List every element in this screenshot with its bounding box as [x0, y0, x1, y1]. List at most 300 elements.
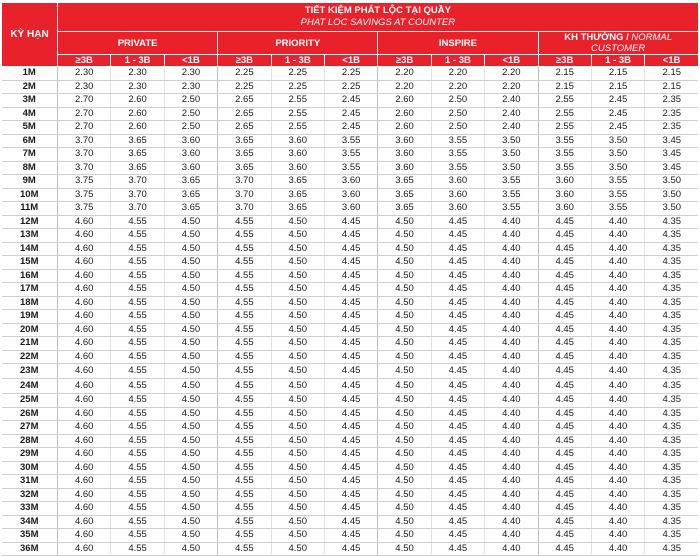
rate-cell: 4.35 — [645, 488, 698, 502]
table-row — [2, 310, 699, 324]
rate-cell: 4.60 — [58, 323, 111, 337]
rate-cell: 4.45 — [431, 337, 484, 351]
table-row — [2, 337, 699, 351]
rate-cell: 4.40 — [591, 283, 644, 297]
rate-cell: 4.40 — [485, 242, 538, 256]
rate-cell: 3.50 — [645, 202, 698, 216]
rate-cell: 4.45 — [324, 337, 377, 351]
rate-cell: 3.50 — [485, 148, 538, 162]
table-row — [2, 202, 699, 216]
rate-cell: 4.60 — [58, 379, 111, 394]
rate-cell: 3.60 — [538, 175, 591, 189]
rate-cell: 4.50 — [271, 337, 324, 351]
rate-cell: 4.50 — [378, 421, 431, 435]
rate-cell: 4.45 — [538, 242, 591, 256]
rate-cell: 4.45 — [324, 475, 377, 489]
rate-cell: 4.40 — [485, 542, 538, 556]
table-row — [2, 80, 699, 94]
rate-cell: 4.50 — [378, 434, 431, 448]
rate-cell: 2.60 — [111, 121, 164, 135]
rate-cell: 4.60 — [58, 407, 111, 421]
term-cell: 3M — [2, 94, 58, 108]
rate-cell: 4.55 — [111, 529, 164, 543]
rate-cell: 4.45 — [538, 310, 591, 324]
rate-cell: 4.40 — [485, 283, 538, 297]
rate-cell: 3.65 — [164, 202, 217, 216]
rate-cell: 3.55 — [324, 134, 377, 148]
rate-cell: 4.50 — [164, 448, 217, 462]
rate-cell: 4.55 — [111, 310, 164, 324]
rate-cell: 4.55 — [218, 434, 271, 448]
table-row — [2, 502, 699, 516]
term-cell: 24M — [2, 379, 58, 394]
rate-cell: 4.40 — [485, 323, 538, 337]
rate-cell: 4.60 — [58, 350, 111, 364]
rate-cell: 4.55 — [218, 448, 271, 462]
rate-cell: 4.55 — [111, 434, 164, 448]
rate-cell: 4.50 — [164, 256, 217, 270]
rate-cell: 3.55 — [431, 161, 484, 175]
rate-cell: 2.45 — [591, 94, 644, 108]
rate-cell: 3.55 — [538, 161, 591, 175]
rate-cell: 4.40 — [591, 461, 644, 475]
table-row — [2, 323, 699, 337]
rate-cell: 4.50 — [378, 515, 431, 529]
rate-cell: 4.55 — [111, 379, 164, 394]
rate-cell: 4.50 — [164, 323, 217, 337]
rate-cell: 4.45 — [431, 488, 484, 502]
rate-cell: 3.55 — [538, 148, 591, 162]
rate-cell: 2.35 — [645, 107, 698, 121]
rate-cell: 3.55 — [591, 175, 644, 189]
rate-cell: 4.40 — [591, 350, 644, 364]
rate-cell: 2.55 — [271, 121, 324, 135]
rate-cell: 4.40 — [591, 394, 644, 408]
rate-cell: 4.60 — [58, 461, 111, 475]
rate-cell: 3.65 — [218, 148, 271, 162]
rate-cell: 4.35 — [645, 242, 698, 256]
rate-cell: 4.60 — [58, 502, 111, 516]
rate-cell: 4.55 — [111, 364, 164, 379]
rate-cell: 3.65 — [218, 161, 271, 175]
rate-cell: 3.60 — [431, 202, 484, 216]
rate-cell: 4.50 — [378, 323, 431, 337]
rate-cell: 4.60 — [58, 475, 111, 489]
rate-cell: 4.45 — [431, 475, 484, 489]
rate-cell: 4.60 — [58, 448, 111, 462]
rate-cell: 4.45 — [431, 448, 484, 462]
rate-cell: 4.40 — [591, 256, 644, 270]
rate-cell: 4.60 — [58, 283, 111, 297]
rate-cell: 4.45 — [431, 215, 484, 229]
rate-cell: 4.55 — [111, 515, 164, 529]
rate-cell: 2.45 — [591, 107, 644, 121]
term-cell: 17M — [2, 283, 58, 297]
rate-cell: 2.25 — [324, 67, 377, 81]
rate-cell: 4.50 — [164, 502, 217, 516]
rate-cell: 4.35 — [645, 434, 698, 448]
rate-cell: 4.50 — [271, 448, 324, 462]
rate-cell: 4.35 — [645, 337, 698, 351]
rate-cell: 4.40 — [485, 502, 538, 516]
rate-cell: 4.45 — [538, 515, 591, 529]
rate-cell: 4.45 — [431, 502, 484, 516]
rate-cell: 4.40 — [485, 515, 538, 529]
rate-cell: 4.60 — [58, 394, 111, 408]
rate-cell: 4.55 — [218, 310, 271, 324]
rate-cell: 4.45 — [538, 296, 591, 310]
rate-cell: 2.30 — [58, 80, 111, 94]
rate-cell: 4.45 — [538, 542, 591, 556]
rate-cell: 4.50 — [164, 434, 217, 448]
rate-cell: 3.55 — [538, 134, 591, 148]
rate-cell: 4.55 — [111, 394, 164, 408]
rate-cell: 4.60 — [58, 269, 111, 283]
term-cell: 9M — [2, 175, 58, 189]
rate-cell: 4.55 — [218, 515, 271, 529]
rate-cell: 3.50 — [591, 148, 644, 162]
table-row — [2, 542, 699, 556]
rate-cell: 4.40 — [485, 475, 538, 489]
rate-cell: 3.65 — [218, 134, 271, 148]
rate-cell: 4.35 — [645, 379, 698, 394]
rate-cell: 3.65 — [271, 175, 324, 189]
rate-cell: 3.65 — [164, 188, 217, 202]
rate-cell: 2.45 — [324, 107, 377, 121]
rate-cell: 4.50 — [164, 394, 217, 408]
rate-cell: 4.40 — [485, 421, 538, 435]
rate-cell: 4.35 — [645, 542, 698, 556]
rate-cell: 3.75 — [58, 175, 111, 189]
rate-cell: 4.55 — [218, 488, 271, 502]
rate-cell: 2.60 — [378, 94, 431, 108]
rate-cell: 2.45 — [591, 121, 644, 135]
rate-cell: 4.45 — [431, 269, 484, 283]
rate-cell: 4.50 — [378, 461, 431, 475]
rate-cell: 2.40 — [485, 94, 538, 108]
rate-cell: 4.55 — [111, 242, 164, 256]
rate-cell: 4.50 — [378, 502, 431, 516]
rate-cell: 4.40 — [591, 323, 644, 337]
rate-cell: 4.40 — [485, 296, 538, 310]
rate-cell: 4.50 — [378, 379, 431, 394]
rate-cell: 4.40 — [485, 379, 538, 394]
rate-cell: 2.20 — [378, 80, 431, 94]
rate-cell: 4.45 — [431, 529, 484, 543]
rate-cell: 4.45 — [431, 242, 484, 256]
table-row — [2, 107, 699, 121]
rate-cell: 4.50 — [164, 542, 217, 556]
rate-cell: 4.50 — [271, 475, 324, 489]
rate-cell: 4.50 — [378, 337, 431, 351]
rate-cell: 4.45 — [538, 379, 591, 394]
rate-cell: 2.15 — [591, 67, 644, 81]
amount-band-header: <1B — [324, 55, 377, 67]
term-cell: 1M — [2, 67, 58, 81]
rate-cell: 4.55 — [111, 337, 164, 351]
rate-cell: 4.50 — [271, 379, 324, 394]
rate-cell: 2.50 — [431, 94, 484, 108]
rate-cell: 3.50 — [645, 175, 698, 189]
rate-cell: 4.40 — [485, 215, 538, 229]
table-row — [2, 434, 699, 448]
rate-cell: 4.40 — [485, 488, 538, 502]
rate-cell: 4.35 — [645, 421, 698, 435]
rate-cell: 4.50 — [271, 394, 324, 408]
rate-cell: 4.45 — [538, 434, 591, 448]
rate-cell: 2.25 — [324, 80, 377, 94]
rate-cell: 4.50 — [164, 515, 217, 529]
rate-cell: 4.35 — [645, 350, 698, 364]
rate-cell: 3.65 — [271, 202, 324, 216]
amount-band-header: <1B — [645, 55, 698, 67]
rate-cell: 2.20 — [378, 67, 431, 81]
rate-cell: 4.50 — [378, 475, 431, 489]
rate-cell: 4.50 — [378, 256, 431, 270]
rate-cell: 2.50 — [164, 121, 217, 135]
rate-cell: 4.45 — [324, 421, 377, 435]
table-row — [2, 448, 699, 462]
rate-cell: 3.60 — [378, 148, 431, 162]
rate-cell: 4.45 — [324, 229, 377, 243]
rate-cell: 3.60 — [271, 148, 324, 162]
rate-cell: 4.55 — [218, 364, 271, 379]
rate-cell: 4.55 — [218, 269, 271, 283]
amount-band-header: ≥3B — [538, 55, 591, 67]
rate-cell: 4.45 — [324, 394, 377, 408]
table-row — [2, 379, 699, 394]
table-row — [2, 296, 699, 310]
term-cell: 6M — [2, 134, 58, 148]
rate-cell: 2.50 — [431, 107, 484, 121]
rate-cell: 4.45 — [431, 364, 484, 379]
rate-cell: 2.50 — [431, 121, 484, 135]
rate-cell: 3.60 — [324, 175, 377, 189]
amount-band-header: 1 - 3B — [431, 55, 484, 67]
table-row — [2, 283, 699, 297]
rate-cell: 3.55 — [591, 188, 644, 202]
rate-cell: 4.45 — [538, 529, 591, 543]
rate-cell: 4.40 — [591, 502, 644, 516]
rate-cell: 4.40 — [485, 461, 538, 475]
rate-cell: 4.50 — [164, 215, 217, 229]
rate-cell: 2.60 — [111, 107, 164, 121]
rate-cell: 4.45 — [431, 434, 484, 448]
rate-cell: 3.65 — [164, 175, 217, 189]
rate-cell: 4.50 — [271, 242, 324, 256]
rate-cell: 4.45 — [324, 407, 377, 421]
rate-cell: 4.45 — [431, 296, 484, 310]
rate-cell: 4.50 — [271, 229, 324, 243]
table-row — [2, 134, 699, 148]
term-cell: 2M — [2, 80, 58, 94]
rate-cell: 2.65 — [218, 121, 271, 135]
rate-cell: 4.50 — [271, 421, 324, 435]
rate-cell: 4.40 — [591, 475, 644, 489]
rate-cell: 4.35 — [645, 269, 698, 283]
term-cell: 33M — [2, 502, 58, 516]
rate-cell: 4.60 — [58, 434, 111, 448]
rate-cell: 4.45 — [324, 256, 377, 270]
rate-cell: 4.55 — [111, 448, 164, 462]
group-header-priority: PRIORITY — [218, 32, 378, 55]
rate-cell: 4.50 — [164, 421, 217, 435]
rate-cell: 4.50 — [164, 242, 217, 256]
rate-cell: 4.45 — [324, 448, 377, 462]
term-cell: 4M — [2, 107, 58, 121]
rate-cell: 3.65 — [378, 175, 431, 189]
rate-cell: 2.35 — [645, 121, 698, 135]
term-cell: 21M — [2, 337, 58, 351]
rate-cell: 2.15 — [645, 67, 698, 81]
rate-cell: 4.45 — [324, 488, 377, 502]
rate-cell: 2.55 — [271, 107, 324, 121]
table-row — [2, 394, 699, 408]
table-row — [2, 407, 699, 421]
rate-cell: 4.40 — [591, 337, 644, 351]
rate-cell: 2.20 — [431, 80, 484, 94]
table-row — [2, 94, 699, 108]
table-row — [2, 229, 699, 243]
rate-cell: 3.45 — [645, 148, 698, 162]
rate-cell: 4.45 — [538, 448, 591, 462]
amount-band-header: <1B — [485, 55, 538, 67]
rate-cell: 4.45 — [324, 296, 377, 310]
rate-cell: 4.35 — [645, 515, 698, 529]
rate-cell: 2.70 — [58, 107, 111, 121]
rate-cell: 4.55 — [111, 229, 164, 243]
rate-cell: 3.55 — [485, 202, 538, 216]
rate-cell: 4.55 — [111, 256, 164, 270]
rate-cell: 4.50 — [378, 364, 431, 379]
rate-cell: 4.50 — [271, 529, 324, 543]
rate-cell: 4.55 — [111, 502, 164, 516]
rate-cell: 2.55 — [271, 94, 324, 108]
rate-cell: 4.45 — [538, 337, 591, 351]
table-row — [2, 188, 699, 202]
rate-cell: 3.70 — [111, 202, 164, 216]
table-row — [2, 364, 699, 379]
rate-cell: 4.55 — [111, 461, 164, 475]
rate-cell: 4.50 — [271, 283, 324, 297]
term-cell: 8M — [2, 161, 58, 175]
rate-cell: 4.50 — [164, 461, 217, 475]
rate-cell: 4.40 — [591, 542, 644, 556]
rate-cell: 4.40 — [485, 394, 538, 408]
rate-cell: 4.45 — [538, 488, 591, 502]
rate-cell: 2.60 — [111, 94, 164, 108]
rate-cell: 4.45 — [538, 256, 591, 270]
rate-cell: 2.35 — [645, 94, 698, 108]
rate-cell: 4.35 — [645, 364, 698, 379]
rate-cell: 4.50 — [378, 296, 431, 310]
rate-cell: 4.55 — [218, 283, 271, 297]
rate-cell: 4.45 — [324, 379, 377, 394]
rate-cell: 4.45 — [431, 350, 484, 364]
rate-cell: 4.45 — [538, 461, 591, 475]
rate-cell: 4.60 — [58, 542, 111, 556]
rate-cell: 4.55 — [218, 461, 271, 475]
term-cell: 12M — [2, 215, 58, 229]
table-row — [2, 121, 699, 135]
rate-cell: 4.50 — [271, 407, 324, 421]
amount-band-header: 1 - 3B — [271, 55, 324, 67]
term-cell: 27M — [2, 421, 58, 435]
term-cell: 14M — [2, 242, 58, 256]
rate-cell: 4.45 — [324, 434, 377, 448]
rate-cell: 4.50 — [271, 323, 324, 337]
rate-cell: 3.65 — [111, 148, 164, 162]
rate-cell: 2.25 — [271, 80, 324, 94]
rate-cell: 4.40 — [485, 229, 538, 243]
rate-cell: 2.25 — [218, 80, 271, 94]
rate-cell: 2.55 — [538, 107, 591, 121]
rate-cell: 4.55 — [111, 407, 164, 421]
rate-cell: 4.50 — [378, 229, 431, 243]
table-row — [2, 529, 699, 543]
rate-cell: 4.55 — [218, 256, 271, 270]
rate-cell: 3.70 — [111, 188, 164, 202]
rate-cell: 4.55 — [218, 350, 271, 364]
rate-cell: 4.50 — [164, 364, 217, 379]
term-cell: 36M — [2, 542, 58, 556]
group-header-normal-customer: KH THƯỜNG / NORMAL CUSTOMER — [538, 32, 698, 55]
rate-cell: 4.50 — [378, 242, 431, 256]
rate-cell: 4.40 — [591, 515, 644, 529]
rate-cell: 4.35 — [645, 448, 698, 462]
rate-cell: 4.35 — [645, 407, 698, 421]
rate-cell: 4.35 — [645, 502, 698, 516]
rate-cell: 4.55 — [111, 475, 164, 489]
rate-cell: 4.55 — [218, 242, 271, 256]
rate-cell: 3.65 — [378, 202, 431, 216]
rate-cell: 4.40 — [485, 364, 538, 379]
rate-cell: 4.40 — [591, 529, 644, 543]
table-row — [2, 148, 699, 162]
term-cell: 30M — [2, 461, 58, 475]
rate-cell: 4.50 — [164, 475, 217, 489]
rate-cell: 2.50 — [164, 107, 217, 121]
savings-rate-table — [1, 2, 699, 556]
rate-cell: 3.60 — [538, 188, 591, 202]
rate-cell: 4.45 — [538, 215, 591, 229]
rate-cell: 4.55 — [111, 488, 164, 502]
rate-cell: 2.50 — [164, 94, 217, 108]
rate-cell: 2.25 — [271, 67, 324, 81]
table-row — [2, 488, 699, 502]
rate-cell: 4.45 — [324, 323, 377, 337]
rate-cell: 4.55 — [111, 215, 164, 229]
rate-cell: 4.45 — [324, 283, 377, 297]
table-row — [2, 242, 699, 256]
rate-cell: 4.60 — [58, 215, 111, 229]
rate-cell: 4.40 — [485, 269, 538, 283]
rate-cell: 4.40 — [485, 310, 538, 324]
rate-cell: 2.30 — [111, 67, 164, 81]
amount-band-header: 1 - 3B — [111, 55, 164, 67]
rate-cell: 3.55 — [324, 161, 377, 175]
rate-cell: 4.40 — [591, 310, 644, 324]
rate-cell: 4.45 — [324, 269, 377, 283]
rate-cell: 4.55 — [111, 283, 164, 297]
rate-cell: 4.50 — [164, 283, 217, 297]
rate-cell: 2.65 — [218, 94, 271, 108]
term-cell: 32M — [2, 488, 58, 502]
rate-cell: 3.55 — [431, 134, 484, 148]
rate-cell: 2.30 — [164, 67, 217, 81]
rate-cell: 4.40 — [591, 488, 644, 502]
rate-cell: 4.55 — [218, 323, 271, 337]
